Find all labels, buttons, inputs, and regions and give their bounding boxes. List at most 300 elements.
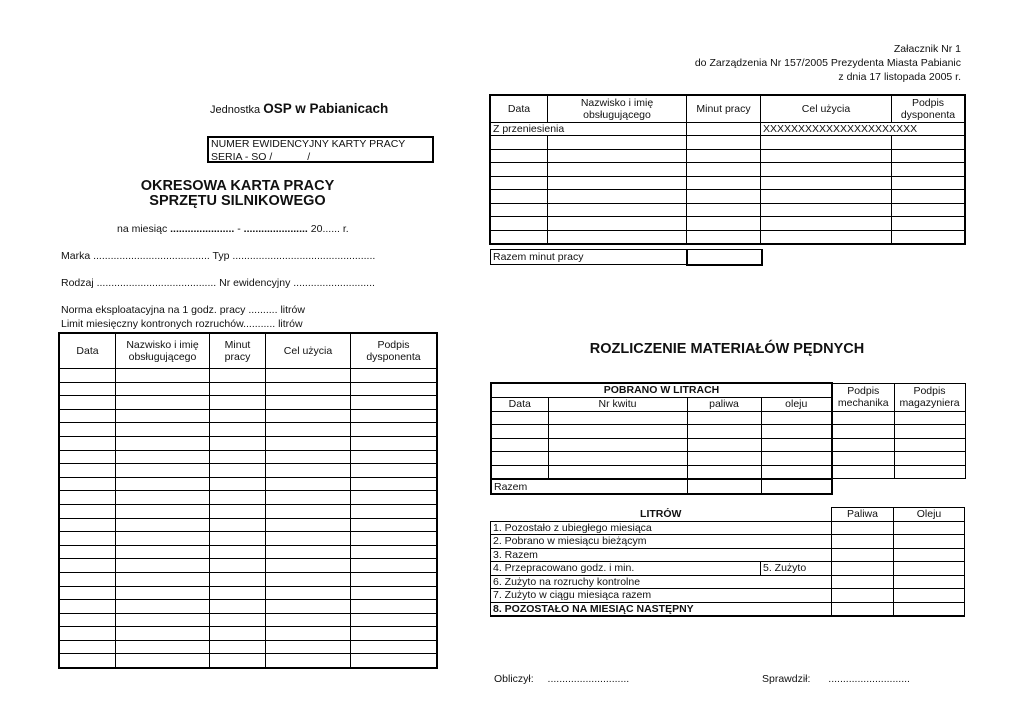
table-row — [60, 654, 437, 668]
table-cell[interactable] — [210, 518, 266, 532]
liters-oil-cell[interactable] — [894, 589, 965, 603]
field-marka-typ: Marka ........................................ Typ ................................................. — [61, 250, 376, 262]
table-cell[interactable] — [761, 230, 892, 244]
header-minutes: Minut pracy — [210, 334, 266, 369]
table-cell[interactable] — [351, 518, 437, 532]
table-cell[interactable] — [60, 654, 116, 668]
table-cell[interactable] — [491, 411, 548, 425]
table-cell[interactable] — [266, 559, 351, 573]
table-cell[interactable] — [548, 149, 687, 163]
table-cell[interactable] — [60, 532, 116, 546]
table-row — [491, 548, 965, 562]
table-row — [491, 425, 965, 439]
table-cell[interactable] — [266, 518, 351, 532]
table-cell[interactable] — [351, 423, 437, 437]
table-cell[interactable] — [60, 409, 116, 423]
table-cell[interactable] — [210, 586, 266, 600]
table-cell[interactable] — [687, 136, 761, 150]
table-cell[interactable] — [351, 369, 437, 383]
table-cell[interactable] — [266, 586, 351, 600]
table-cell[interactable] — [351, 477, 437, 491]
liters-oil-cell[interactable] — [894, 535, 965, 549]
liters-row-label: 6. Zużyto na rozruchy kontrolne — [491, 575, 832, 589]
liters-oil-cell[interactable] — [894, 575, 965, 589]
header-oil: oleju — [761, 397, 832, 411]
table-cell[interactable] — [491, 190, 548, 204]
table-cell[interactable] — [210, 396, 266, 410]
attachment-line-2: do Zarządzenia Nr 157/2005 Prezydenta Miasta Pabianic — [694, 57, 961, 69]
table-cell[interactable] — [210, 491, 266, 505]
table-row — [60, 532, 437, 546]
table-cell[interactable] — [116, 436, 210, 450]
table-cell[interactable] — [687, 452, 761, 466]
table-row — [60, 409, 437, 423]
table-cell[interactable] — [266, 627, 351, 641]
table-cell[interactable] — [60, 613, 116, 627]
table-cell[interactable] — [60, 518, 116, 532]
table-cell[interactable] — [60, 559, 116, 573]
table-cell[interactable] — [491, 452, 548, 466]
table-cell[interactable] — [761, 425, 832, 439]
transfer-label: Z przeniesienia — [491, 123, 687, 136]
table-cell[interactable] — [116, 532, 210, 546]
checked-by — [762, 673, 910, 685]
table-cell[interactable] — [116, 477, 210, 491]
work-log-header-row — [60, 334, 437, 369]
table-cell[interactable] — [687, 163, 761, 177]
table-cell[interactable] — [351, 545, 437, 559]
header-fuel: Paliwa — [832, 508, 894, 522]
table-cell[interactable] — [687, 203, 761, 217]
table-row — [60, 627, 437, 641]
table-cell[interactable] — [491, 136, 548, 150]
transfer-row — [491, 123, 965, 136]
table-cell[interactable] — [351, 613, 437, 627]
table-cell[interactable] — [892, 149, 965, 163]
page-title — [60, 179, 415, 209]
table-cell[interactable] — [894, 425, 965, 439]
table-cell[interactable] — [116, 450, 210, 464]
liters-fuel-cell[interactable] — [832, 548, 894, 562]
table-cell[interactable] — [60, 396, 116, 410]
liters-header-row — [491, 508, 965, 522]
table-cell[interactable] — [60, 491, 116, 505]
table-row — [491, 217, 965, 231]
table-cell[interactable] — [491, 230, 548, 244]
table-cell[interactable] — [687, 438, 761, 452]
table-cell[interactable] — [210, 436, 266, 450]
table-cell[interactable] — [210, 532, 266, 546]
title-line-1: OKRESOWA KARTA PRACY — [140, 178, 335, 194]
liters-fuel-cell[interactable] — [832, 589, 894, 603]
calculated-label: Obliczył: — [494, 673, 534, 685]
table-row — [60, 518, 437, 532]
month-dash: - — [237, 223, 241, 235]
table-cell[interactable] — [116, 640, 210, 654]
table-cell[interactable] — [892, 190, 965, 204]
table-cell[interactable] — [548, 190, 687, 204]
collected-group-header: POBRANO W LITRACH — [491, 383, 832, 397]
table-cell[interactable] — [60, 436, 116, 450]
table-cell[interactable] — [210, 559, 266, 573]
table-cell[interactable] — [266, 450, 351, 464]
table-cell[interactable] — [548, 163, 687, 177]
table-cell[interactable] — [210, 477, 266, 491]
table-cell[interactable] — [894, 411, 965, 425]
title-line-2: SPRZĘTU SILNIKOWEGO — [149, 193, 326, 209]
table-cell[interactable] — [116, 613, 210, 627]
table-cell[interactable] — [116, 627, 210, 641]
table-cell[interactable] — [491, 149, 548, 163]
table-cell[interactable] — [687, 425, 761, 439]
record-number-box — [207, 136, 434, 163]
liters-oil-cell[interactable] — [894, 548, 965, 562]
table-cell[interactable] — [60, 382, 116, 396]
attachment-line-3: z dnia 17 listopada 2005 r. — [838, 71, 961, 83]
table-cell[interactable] — [548, 465, 687, 479]
table-cell[interactable] — [351, 396, 437, 410]
header-receipt-number: Nr kwitu — [548, 397, 687, 411]
table-row — [60, 382, 437, 396]
table-cell[interactable] — [892, 230, 965, 244]
table-cell[interactable] — [60, 572, 116, 586]
table-row — [60, 504, 437, 518]
table-cell[interactable] — [892, 203, 965, 217]
table-cell[interactable] — [116, 518, 210, 532]
table-cell[interactable] — [210, 613, 266, 627]
table-cell[interactable] — [266, 491, 351, 505]
table-cell[interactable] — [116, 572, 210, 586]
table-cell[interactable] — [266, 640, 351, 654]
table-row — [491, 562, 965, 576]
liters-row-label: 2. Pobrano w miesiącu bieżącym — [491, 535, 832, 549]
table-row — [491, 163, 965, 177]
table-cell[interactable] — [548, 425, 687, 439]
table-cell[interactable] — [116, 396, 210, 410]
table-cell[interactable] — [892, 163, 965, 177]
total-minutes-label: Razem minut pracy — [491, 250, 687, 265]
unit-label: Jednostka — [210, 104, 261, 116]
table-row — [60, 436, 437, 450]
work-log-table-left — [59, 333, 437, 668]
record-number-title: NUMER EWIDENCYJNY KARTY PRACY — [211, 138, 406, 150]
table-row — [491, 521, 965, 535]
table-row — [491, 438, 965, 452]
table-cell[interactable] — [491, 163, 548, 177]
table-cell[interactable] — [548, 176, 687, 190]
table-cell[interactable] — [60, 504, 116, 518]
table-cell[interactable] — [266, 572, 351, 586]
table-cell[interactable] — [351, 600, 437, 614]
table-row — [60, 477, 437, 491]
checked-dots: ............................ — [828, 673, 910, 685]
liters-oil-cell[interactable] — [894, 562, 965, 576]
month-year: 20...... r. — [310, 223, 349, 235]
table-row — [60, 559, 437, 573]
liters-row-label: 8. POZOSTAŁO NA MIESIĄC NASTĘPNY — [491, 602, 832, 616]
table-cell[interactable] — [832, 452, 894, 466]
table-cell[interactable] — [548, 452, 687, 466]
table-cell[interactable] — [210, 382, 266, 396]
table-cell[interactable] — [266, 654, 351, 668]
table-cell[interactable] — [491, 438, 548, 452]
table-cell[interactable] — [210, 640, 266, 654]
table-cell[interactable] — [116, 600, 210, 614]
calculated-by — [494, 673, 629, 685]
table-cell[interactable] — [210, 409, 266, 423]
table-cell[interactable] — [266, 464, 351, 478]
table-cell[interactable] — [894, 452, 965, 466]
table-cell[interactable] — [266, 613, 351, 627]
table-cell[interactable] — [351, 627, 437, 641]
header-purpose: Cel użycia — [761, 96, 892, 123]
header-signature: Podpis dysponenta — [351, 334, 437, 369]
liters-used-label: 5. Zużyto — [761, 562, 832, 576]
table-cell[interactable] — [761, 163, 892, 177]
table-cell[interactable] — [351, 586, 437, 600]
table-cell[interactable] — [687, 230, 761, 244]
transfer-minutes — [687, 123, 761, 136]
table-cell[interactable] — [116, 654, 210, 668]
table-cell[interactable] — [60, 545, 116, 559]
table-row — [491, 176, 965, 190]
table-cell[interactable] — [491, 176, 548, 190]
table-cell[interactable] — [60, 640, 116, 654]
table-cell[interactable] — [210, 654, 266, 668]
table-cell[interactable] — [761, 190, 892, 204]
table-cell[interactable] — [761, 452, 832, 466]
header-date: Data — [491, 397, 548, 411]
table-cell[interactable] — [116, 586, 210, 600]
table-cell[interactable] — [687, 176, 761, 190]
liters-fuel-cell[interactable] — [832, 562, 894, 576]
table-cell[interactable] — [116, 491, 210, 505]
table-row — [491, 589, 965, 603]
table-cell[interactable] — [351, 491, 437, 505]
liters-row-label: 3. Razem — [491, 548, 832, 562]
table-row — [60, 640, 437, 654]
table-cell[interactable] — [210, 464, 266, 478]
table-cell[interactable] — [548, 203, 687, 217]
table-row — [491, 190, 965, 204]
table-cell[interactable] — [687, 465, 761, 479]
table-row — [491, 136, 965, 150]
liters-row-label: 7. Zużyto w ciągu miesiąca razem — [491, 589, 832, 603]
month-dots-from: ...................... — [170, 223, 235, 235]
table-cell[interactable] — [116, 382, 210, 396]
table-row — [491, 203, 965, 217]
table-cell[interactable] — [491, 203, 548, 217]
table-cell[interactable] — [892, 176, 965, 190]
table-cell[interactable] — [761, 411, 832, 425]
table-cell[interactable] — [892, 136, 965, 150]
table-cell[interactable] — [116, 409, 210, 423]
table-cell[interactable] — [351, 532, 437, 546]
table-row — [60, 545, 437, 559]
table-cell[interactable] — [116, 464, 210, 478]
table-cell[interactable] — [60, 369, 116, 383]
header-signature: Podpis dysponenta — [892, 96, 965, 123]
liters-oil-cell[interactable] — [894, 602, 965, 616]
collected-group-row — [491, 383, 965, 397]
fuel-section-title: ROZLICZENIE MATERIAŁÓW PĘDNYCH — [589, 341, 865, 357]
table-cell[interactable] — [60, 627, 116, 641]
table-cell[interactable] — [832, 465, 894, 479]
table-cell[interactable] — [60, 477, 116, 491]
table-cell[interactable] — [351, 504, 437, 518]
table-cell[interactable] — [761, 465, 832, 479]
table-cell[interactable] — [832, 411, 894, 425]
table-cell[interactable] — [351, 572, 437, 586]
attachment-line-1: Załacznik Nr 1 — [893, 43, 961, 55]
header-sign-warehouse: Podpis magazyniera — [894, 383, 965, 411]
header-fuel: paliwa — [687, 397, 761, 411]
table-cell[interactable] — [210, 504, 266, 518]
checked-label: Sprawdził: — [762, 673, 811, 685]
table-row — [60, 396, 437, 410]
month-line — [117, 223, 349, 235]
collected-total-row — [490, 478, 833, 495]
table-cell[interactable] — [351, 382, 437, 396]
table-cell[interactable] — [266, 532, 351, 546]
table-cell[interactable] — [351, 409, 437, 423]
table-cell[interactable] — [116, 369, 210, 383]
table-cell[interactable] — [266, 396, 351, 410]
table-cell[interactable] — [351, 559, 437, 573]
collected-total-oil — [761, 479, 832, 494]
table-cell[interactable] — [894, 465, 965, 479]
record-number-series: SERIA - SO / / — [211, 151, 311, 163]
table-cell[interactable] — [210, 627, 266, 641]
table-cell[interactable] — [210, 369, 266, 383]
table-row — [60, 369, 437, 383]
unit-name: OSP w Pabianicach — [263, 101, 389, 116]
table-cell[interactable] — [266, 409, 351, 423]
table-cell[interactable] — [687, 149, 761, 163]
liters-fuel-cell[interactable] — [832, 602, 894, 616]
table-cell[interactable] — [266, 504, 351, 518]
table-cell[interactable] — [548, 230, 687, 244]
table-cell[interactable] — [266, 423, 351, 437]
table-cell[interactable] — [60, 450, 116, 464]
table-cell[interactable] — [266, 545, 351, 559]
table-cell[interactable] — [266, 382, 351, 396]
attachment-header — [695, 42, 961, 84]
table-row — [60, 464, 437, 478]
table-cell[interactable] — [761, 203, 892, 217]
table-row — [491, 602, 965, 616]
table-cell[interactable] — [210, 423, 266, 437]
collected-total-label: Razem — [491, 479, 687, 494]
table-cell[interactable] — [491, 465, 548, 479]
table-cell[interactable] — [894, 438, 965, 452]
header-operator: Nazwisko i imię obsługującego — [548, 96, 687, 123]
table-cell[interactable] — [761, 176, 892, 190]
table-cell[interactable] — [761, 149, 892, 163]
table-row — [491, 575, 965, 589]
table-cell[interactable] — [761, 217, 892, 231]
table-cell[interactable] — [116, 545, 210, 559]
liters-fuel-cell[interactable] — [832, 575, 894, 589]
table-cell[interactable] — [351, 436, 437, 450]
table-cell[interactable] — [687, 190, 761, 204]
table-cell[interactable] — [210, 450, 266, 464]
table-row — [60, 450, 437, 464]
month-dots-to: ...................... — [243, 223, 308, 235]
table-cell[interactable] — [548, 438, 687, 452]
table-cell[interactable] — [761, 136, 892, 150]
field-rodzaj-nr: Rodzaj ......................................... Nr ewidencyjny ............................ — [61, 277, 375, 289]
table-cell[interactable] — [761, 438, 832, 452]
table-row — [491, 411, 965, 425]
liters-oil-cell[interactable] — [894, 521, 965, 535]
table-cell[interactable] — [60, 464, 116, 478]
table-cell[interactable] — [266, 477, 351, 491]
table-cell[interactable] — [351, 464, 437, 478]
table-cell[interactable] — [116, 559, 210, 573]
table-cell[interactable] — [266, 369, 351, 383]
table-row — [491, 230, 965, 244]
table-cell[interactable] — [832, 438, 894, 452]
table-cell[interactable] — [116, 504, 210, 518]
liters-fuel-cell[interactable] — [832, 521, 894, 535]
liters-fuel-cell[interactable] — [832, 535, 894, 549]
header-sign-mechanic: Podpis mechanika — [832, 383, 894, 411]
table-row — [60, 423, 437, 437]
header-minutes: Minut pracy — [687, 96, 761, 123]
table-row — [60, 572, 437, 586]
table-row — [60, 600, 437, 614]
table-cell[interactable] — [60, 600, 116, 614]
table-row — [60, 586, 437, 600]
table-cell[interactable] — [548, 411, 687, 425]
collected-fuel-table — [490, 382, 966, 479]
table-cell[interactable] — [351, 450, 437, 464]
table-cell[interactable] — [210, 572, 266, 586]
header-date: Data — [60, 334, 116, 369]
field-norma: Norma eksploatacyjna na 1 godz. pracy .......... litrów — [61, 304, 305, 316]
liters-row-label: 1. Pozostało z ubiegłego miesiąca — [491, 521, 832, 535]
table-cell[interactable] — [210, 545, 266, 559]
table-row — [491, 452, 965, 466]
table-cell[interactable] — [687, 411, 761, 425]
table-cell[interactable] — [491, 425, 548, 439]
table-cell[interactable] — [832, 425, 894, 439]
work-log-table-right — [490, 95, 965, 244]
table-cell[interactable] — [892, 217, 965, 231]
table-cell[interactable] — [266, 600, 351, 614]
table-cell[interactable] — [210, 600, 266, 614]
table-cell[interactable] — [548, 217, 687, 231]
table-cell[interactable] — [351, 640, 437, 654]
table-cell[interactable] — [116, 423, 210, 437]
month-label: na miesiąc — [117, 223, 168, 235]
table-cell[interactable] — [548, 136, 687, 150]
table-cell[interactable] — [60, 586, 116, 600]
table-cell[interactable] — [266, 436, 351, 450]
calculated-dots: ............................ — [547, 673, 630, 685]
work-log-header-row — [491, 96, 965, 123]
unit-line — [210, 101, 388, 116]
header-oil: Oleju — [894, 508, 965, 522]
total-minutes-value — [687, 250, 762, 265]
table-cell[interactable] — [351, 654, 437, 668]
liters-row-label: 4. Przepracowano godz. i min. — [491, 562, 761, 576]
table-cell[interactable] — [687, 217, 761, 231]
work-log-total-row — [490, 249, 763, 266]
table-cell[interactable] — [60, 423, 116, 437]
table-cell[interactable] — [491, 217, 548, 231]
